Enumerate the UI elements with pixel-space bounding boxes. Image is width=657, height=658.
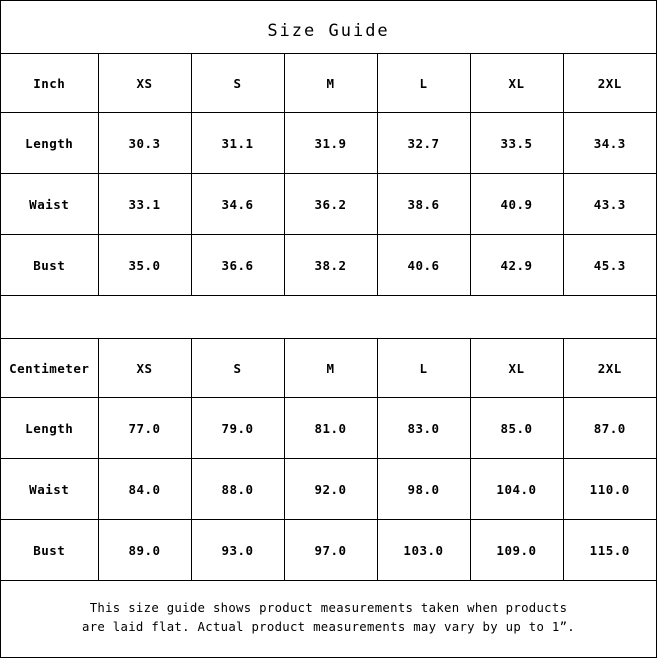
table-row (1, 398, 656, 459)
cell-waist-l: 98.0 (377, 459, 470, 520)
cell-waist-2xl: 110.0 (563, 459, 656, 520)
cell-waist-xl: 104.0 (470, 459, 563, 520)
cell-waist-xl: 40.9 (470, 174, 563, 235)
size-header-l: L (377, 54, 470, 113)
cell-waist-s: 34.6 (191, 174, 284, 235)
note-line-1: This size guide shows product measurements taken when products (89, 601, 568, 615)
cell-length-xs: 30.3 (98, 113, 191, 174)
size-header-xs: XS (98, 339, 191, 398)
table-row (1, 520, 656, 581)
row-label-length: Length (1, 113, 98, 174)
size-header-xl: XL (470, 339, 563, 398)
table-header-row (1, 54, 656, 113)
row-label-length: Length (1, 398, 98, 459)
cell-length-2xl: 87.0 (563, 398, 656, 459)
cell-bust-m: 38.2 (284, 235, 377, 296)
row-label-bust: Bust (1, 235, 98, 296)
cell-bust-s: 36.6 (191, 235, 284, 296)
table-row (1, 113, 656, 174)
cell-waist-xs: 33.1 (98, 174, 191, 235)
cell-bust-xl: 109.0 (470, 520, 563, 581)
page-title: Size Guide (267, 21, 390, 41)
size-header-xl: XL (470, 54, 563, 113)
size-header-m: M (284, 339, 377, 398)
cell-length-xs: 77.0 (98, 398, 191, 459)
cell-bust-xl: 42.9 (470, 235, 563, 296)
row-label-waist: Waist (1, 174, 98, 235)
cell-length-s: 31.1 (191, 113, 284, 174)
cell-waist-m: 92.0 (284, 459, 377, 520)
cell-bust-2xl: 115.0 (563, 520, 656, 581)
cell-waist-m: 36.2 (284, 174, 377, 235)
unit-label-centimeter: Centimeter (1, 339, 98, 398)
cell-length-l: 32.7 (377, 113, 470, 174)
cell-bust-2xl: 45.3 (563, 235, 656, 296)
size-header-2xl: 2XL (563, 339, 656, 398)
cell-bust-l: 103.0 (377, 520, 470, 581)
note-line-2: are laid flat. Actual product measurements may vary by up to 1”. (81, 620, 575, 635)
row-label-bust: Bust (1, 520, 98, 581)
row-label-waist: Waist (1, 459, 98, 520)
cell-length-m: 31.9 (284, 113, 377, 174)
inch-size-table (1, 53, 656, 296)
table-row (1, 235, 656, 296)
cell-length-l: 83.0 (377, 398, 470, 459)
table-row (1, 174, 656, 235)
size-header-l: L (377, 339, 470, 398)
cell-waist-s: 88.0 (191, 459, 284, 520)
cell-length-s: 79.0 (191, 398, 284, 459)
centimeter-size-table (1, 338, 656, 581)
cell-bust-l: 40.6 (377, 235, 470, 296)
cell-length-xl: 33.5 (470, 113, 563, 174)
size-header-2xl: 2XL (563, 54, 656, 113)
cell-bust-m: 97.0 (284, 520, 377, 581)
unit-label-inch: Inch (1, 54, 98, 113)
cell-waist-2xl: 43.3 (563, 174, 656, 235)
cell-bust-xs: 89.0 (98, 520, 191, 581)
cell-waist-xs: 84.0 (98, 459, 191, 520)
cell-bust-s: 93.0 (191, 520, 284, 581)
table-row (1, 459, 656, 520)
size-header-xs: XS (98, 54, 191, 113)
table-header-row (1, 339, 656, 398)
cell-length-2xl: 34.3 (563, 113, 656, 174)
cell-length-m: 81.0 (284, 398, 377, 459)
cell-waist-l: 38.6 (377, 174, 470, 235)
cell-bust-xs: 35.0 (98, 235, 191, 296)
size-guide-note (1, 581, 656, 637)
size-header-s: S (191, 339, 284, 398)
size-header-s: S (191, 54, 284, 113)
cell-length-xl: 85.0 (470, 398, 563, 459)
table-spacer (1, 296, 656, 338)
size-header-m: M (284, 54, 377, 113)
